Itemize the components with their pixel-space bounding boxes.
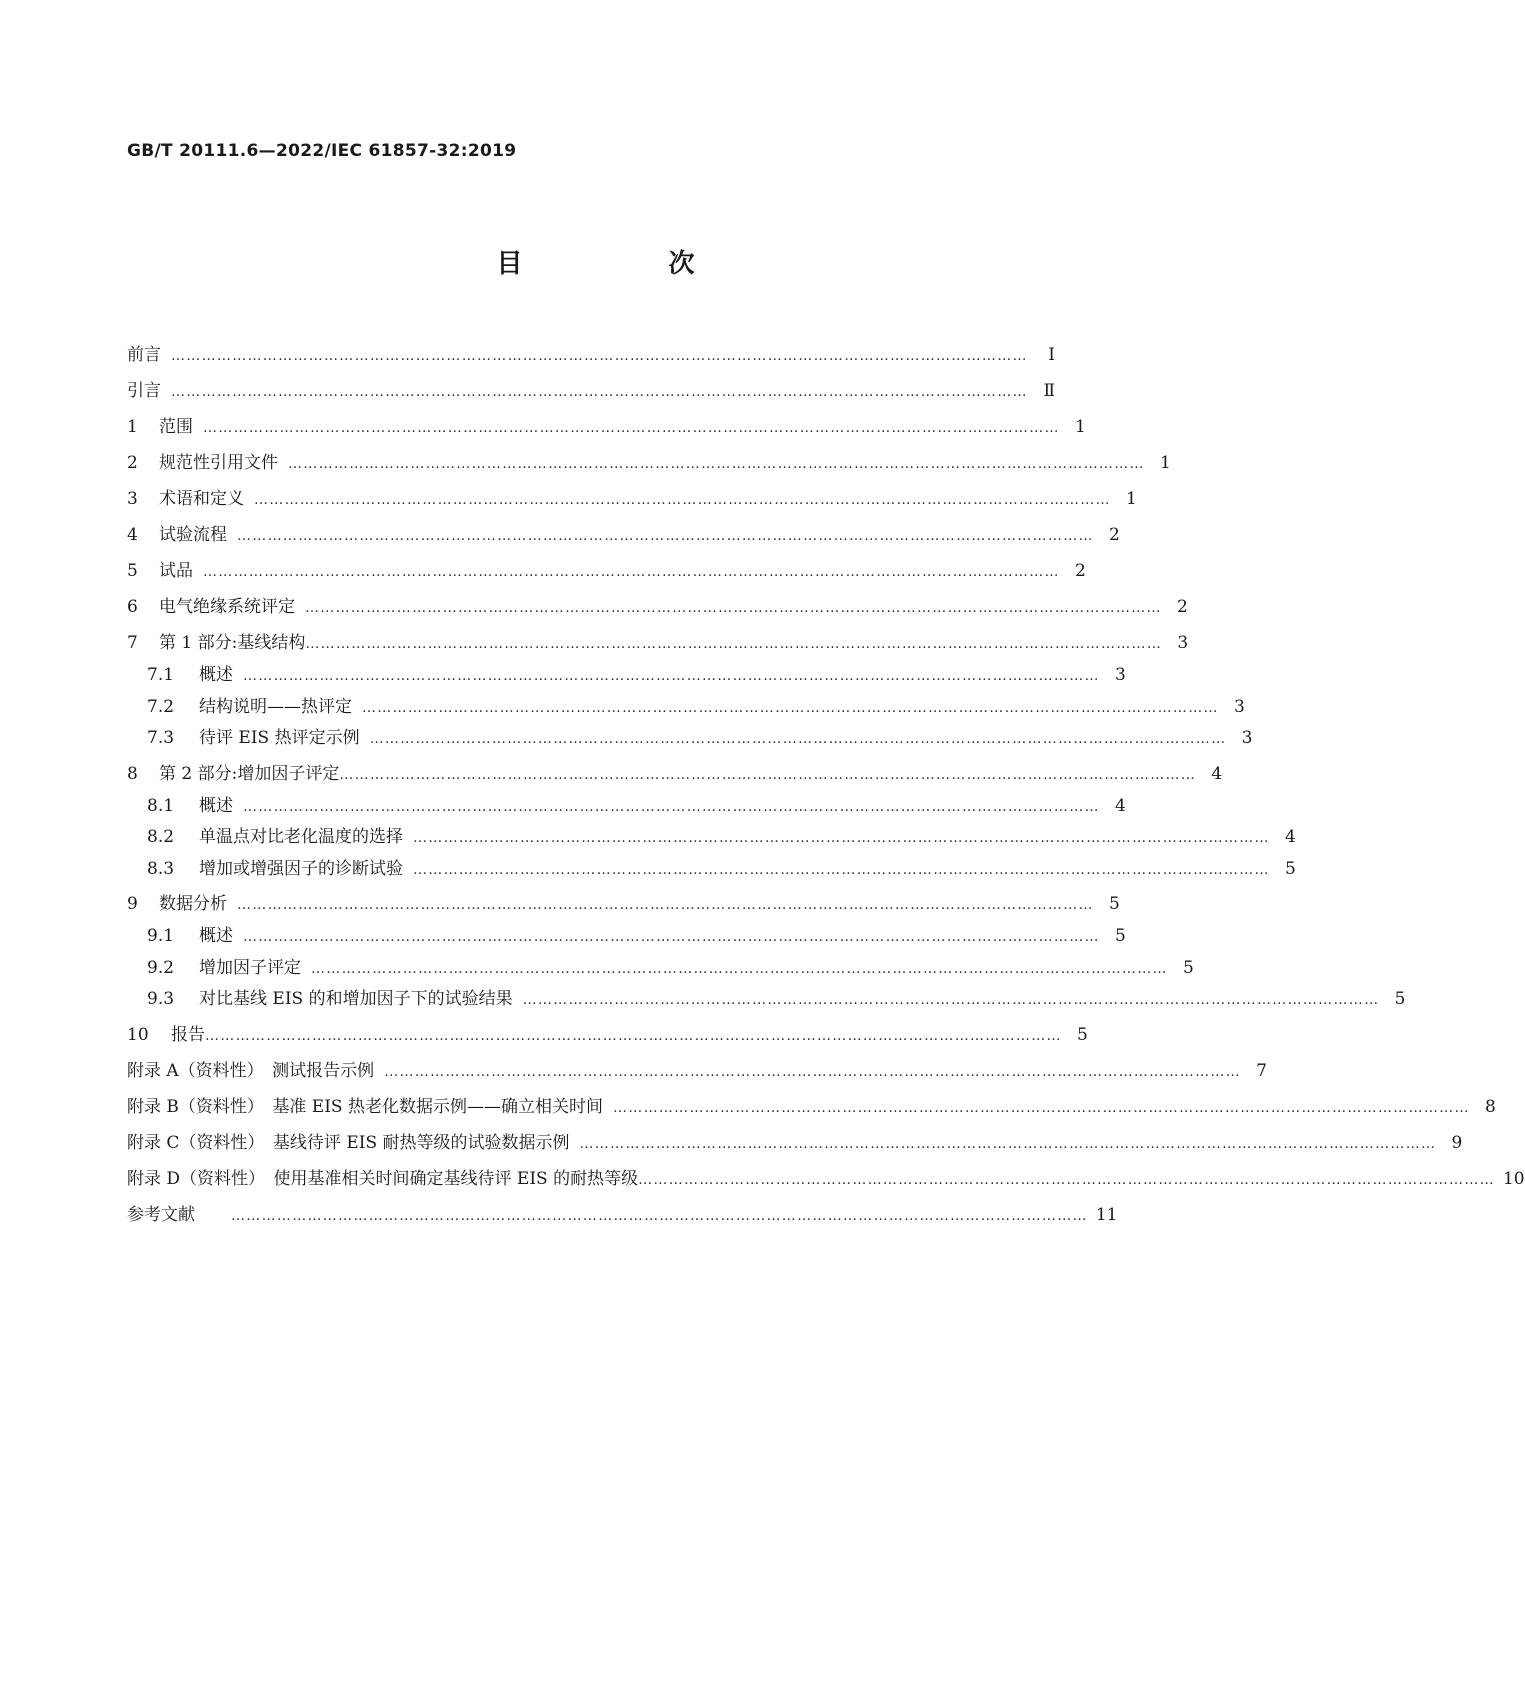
toc-entry-label: 待评 EIS 热评定示例 xyxy=(199,728,360,748)
toc-entry-number: 8.3 xyxy=(147,858,175,879)
toc-entry-number: 7 xyxy=(127,633,138,653)
toc-entry-scope[interactable] xyxy=(127,412,1086,448)
toc-entry-7-2-structure[interactable] xyxy=(127,692,1245,724)
toc-entry-label: 范围 xyxy=(159,417,193,437)
toc-entry-number: 5 xyxy=(127,561,138,581)
toc-entry-number: 2 xyxy=(127,453,138,473)
toc-entry-number: 7.1 xyxy=(147,665,175,685)
toc-leader-dots: …………………………………………………………………………………………………………………………………………………… xyxy=(362,699,1219,716)
toc-entry-page: 1 xyxy=(1125,489,1137,509)
toc-entry-page: 5 xyxy=(1076,1024,1088,1045)
toc-entry-9-3-comparison[interactable] xyxy=(127,984,1406,1016)
toc-entry-test-objects[interactable] xyxy=(127,556,1086,592)
toc-entry-number: 7.2 xyxy=(147,696,175,717)
toc-entry-page: 3 xyxy=(1114,665,1126,685)
toc-entry-report[interactable] xyxy=(127,1020,1088,1056)
toc-entry-page: 8 xyxy=(1484,1096,1496,1117)
toc-entry-label: 结构说明——热评定 xyxy=(199,696,352,717)
toc-title: 目 次 xyxy=(496,249,755,279)
toc-entry-number: 6 xyxy=(127,597,138,617)
toc-entry-page: Ⅱ xyxy=(1043,381,1055,401)
toc-entry-8-3-diagnostic[interactable] xyxy=(127,854,1296,886)
toc-entry-introduction[interactable] xyxy=(127,376,1055,412)
toc-entry-annex-b[interactable] xyxy=(127,1092,1496,1128)
table-of-contents xyxy=(127,340,1525,1236)
toc-leader-dots: …………………………………………………………………………………………………………………………………………………… xyxy=(413,830,1270,846)
toc-leader-dots: …………………………………………………………………………………………………………………………………………………… xyxy=(522,992,1380,1008)
toc-entry-number: 8.2 xyxy=(147,827,175,847)
toc-leader-dots: …………………………………………………………………………………………………………………………………………………… xyxy=(638,1171,1495,1188)
toc-leader-dots: …………………………………………………………………………………………………………………………………………………… xyxy=(254,492,1111,508)
toc-entry-eis-evaluation[interactable] xyxy=(127,592,1188,628)
toc-entry-number: 9.3 xyxy=(147,989,175,1009)
standard-number: GB/T 20111.6—2022/IEC 61857-32:2019 xyxy=(127,141,517,161)
toc-leader-dots: …………………………………………………………………………………………………………………………………………………… xyxy=(612,1099,1470,1116)
toc-entry-label: 第 1 部分:基线结构 xyxy=(159,633,306,653)
toc-leader-dots: …………………………………………………………………………………………………………………………………………………… xyxy=(171,348,1028,364)
toc-leader-dots: …………………………………………………………………………………………………………………………………………………… xyxy=(243,798,1100,815)
toc-entry-test-procedure[interactable] xyxy=(127,520,1120,556)
toc-entry-label: 引言 xyxy=(127,381,161,401)
toc-entry-page: 3 xyxy=(1233,696,1245,717)
toc-entry-page: Ⅰ xyxy=(1048,345,1055,365)
toc-entry-page: 7 xyxy=(1256,1060,1267,1081)
toc-leader-dots: …………………………………………………………………………………………………………………………………………………… xyxy=(203,564,1060,580)
toc-entry-page: 11 xyxy=(1095,1204,1118,1225)
toc-leader-dots: …………………………………………………………………………………………………………………………………………………… xyxy=(305,636,1163,652)
toc-entry-label: 增加因子评定 xyxy=(199,957,301,978)
toc-entry-label: 附录 B（资料性） 基准 EIS 热老化数据示例——确立相关时间 xyxy=(127,1096,603,1117)
toc-entry-page: 2 xyxy=(1108,525,1120,545)
toc-entry-number: 3 xyxy=(127,489,138,509)
toc-entry-number: 9.2 xyxy=(147,957,175,978)
toc-entry-number: 9 xyxy=(127,894,138,914)
toc-entry-data-analysis[interactable] xyxy=(127,889,1120,925)
toc-entry-page: 5 xyxy=(1394,989,1406,1009)
toc-entry-label: 前言 xyxy=(127,345,161,365)
toc-entry-label: 附录 C（资料性） 基线待评 EIS 耐热等级的试验数据示例 xyxy=(127,1132,570,1153)
toc-leader-dots: …………………………………………………………………………………………………………………………………………………… xyxy=(203,420,1060,436)
toc-leader-dots: …………………………………………………………………………………………………………………………………………………… xyxy=(171,384,1028,400)
toc-leader-dots: …………………………………………………………………………………………………………………………………………………… xyxy=(237,897,1094,913)
toc-leader-dots: …………………………………………………………………………………………………………………………………………………… xyxy=(243,668,1100,684)
toc-leader-dots: …………………………………………………………………………………………………………………………………………………… xyxy=(288,456,1145,472)
toc-entry-number: 4 xyxy=(127,525,138,545)
toc-leader-dots: …………………………………………………………………………………………………………………………………………………… xyxy=(231,1207,1088,1224)
toc-entry-bibliography[interactable] xyxy=(127,1200,1118,1236)
toc-entry-part1-baseline[interactable] xyxy=(127,628,1189,664)
toc-entry-page: 1 xyxy=(1159,453,1171,473)
toc-entry-7-1-general[interactable] xyxy=(127,660,1126,692)
toc-entry-page: 5 xyxy=(1114,926,1126,946)
toc-leader-dots: …………………………………………………………………………………………………………………………………………………… xyxy=(243,929,1100,945)
toc-entry-number: 7.3 xyxy=(147,728,175,748)
toc-entry-label: 试品 xyxy=(159,561,193,581)
toc-entry-page: 1 xyxy=(1074,417,1086,437)
toc-entry-page: 3 xyxy=(1177,633,1189,653)
toc-leader-dots: …………………………………………………………………………………………………………………………………………………… xyxy=(579,1135,1437,1152)
toc-entry-label: 报告 xyxy=(171,1024,205,1045)
toc-entry-label: 概述 xyxy=(199,926,233,946)
toc-entry-page: 5 xyxy=(1182,957,1194,978)
toc-entry-page: 3 xyxy=(1241,728,1253,748)
toc-entry-label: 单温点对比老化温度的选择 xyxy=(199,827,403,847)
toc-entry-label: 数据分析 xyxy=(159,894,227,914)
toc-entry-foreword[interactable] xyxy=(127,340,1055,376)
toc-entry-number: 8.1 xyxy=(147,795,175,816)
toc-entry-label: 第 2 部分:增加因子评定 xyxy=(159,763,340,784)
toc-entry-page: 9 xyxy=(1451,1132,1463,1153)
toc-entry-page: 4 xyxy=(1284,827,1296,847)
toc-leader-dots: …………………………………………………………………………………………………………………………………………………… xyxy=(369,731,1227,747)
toc-entry-label: 规范性引用文件 xyxy=(159,453,278,473)
toc-entry-annex-d[interactable] xyxy=(127,1164,1525,1200)
toc-entry-number: 1 xyxy=(127,417,138,437)
toc-entry-label: 电气绝缘系统评定 xyxy=(159,597,295,617)
toc-entry-label: 对比基线 EIS 的和增加因子下的试验结果 xyxy=(199,989,513,1009)
toc-entry-label: 参考文献 xyxy=(127,1204,195,1225)
toc-entry-label: 增加或增强因子的诊断试验 xyxy=(199,858,403,879)
toc-entry-annex-a[interactable] xyxy=(127,1056,1267,1092)
toc-entry-9-2-factor[interactable] xyxy=(127,953,1194,985)
toc-entry-label: 附录 A（资料性） 测试报告示例 xyxy=(127,1060,375,1081)
toc-leader-dots: …………………………………………………………………………………………………………………………………………………… xyxy=(339,766,1197,783)
toc-entry-normative-references[interactable] xyxy=(127,448,1171,484)
toc-entry-page: 2 xyxy=(1176,597,1188,617)
toc-leader-dots: …………………………………………………………………………………………………………………………………………………… xyxy=(413,861,1270,878)
toc-entry-9-1-general[interactable] xyxy=(127,921,1126,953)
toc-entry-terms[interactable] xyxy=(127,484,1137,520)
toc-entry-number: 9.1 xyxy=(147,926,175,946)
toc-leader-dots: …………………………………………………………………………………………………………………………………………………… xyxy=(384,1063,1241,1080)
toc-entry-label: 附录 D（资料性） 使用基准相关时间确定基线待评 EIS 的耐热等级 xyxy=(127,1168,639,1189)
toc-leader-dots: …………………………………………………………………………………………………………………………………………………… xyxy=(311,960,1168,977)
toc-entry-number: 8 xyxy=(127,763,138,784)
toc-entry-7-3-example[interactable] xyxy=(127,723,1253,755)
toc-entry-annex-c[interactable] xyxy=(127,1128,1463,1164)
toc-entry-page: 4 xyxy=(1114,795,1126,816)
toc-entry-number: 10 xyxy=(127,1024,149,1045)
toc-entry-label: 术语和定义 xyxy=(159,489,244,509)
toc-entry-label: 试验流程 xyxy=(159,525,227,545)
toc-entry-8-1-general[interactable] xyxy=(127,791,1126,823)
toc-entry-page: 10 xyxy=(1502,1168,1525,1189)
toc-leader-dots: …………………………………………………………………………………………………………………………………………………… xyxy=(237,528,1094,544)
toc-leader-dots: …………………………………………………………………………………………………………………………………………………… xyxy=(305,600,1162,616)
toc-entry-page: 2 xyxy=(1074,561,1086,581)
toc-entry-part2-factor[interactable] xyxy=(127,759,1223,795)
toc-entry-8-2-temperature[interactable] xyxy=(127,822,1296,854)
toc-entry-page: 4 xyxy=(1211,763,1223,784)
toc-entry-page: 5 xyxy=(1284,858,1296,879)
toc-entry-label: 概述 xyxy=(199,795,233,816)
toc-entry-label: 概述 xyxy=(199,665,233,685)
toc-entry-page: 5 xyxy=(1108,894,1120,914)
toc-leader-dots: …………………………………………………………………………………………………………………………………………………… xyxy=(205,1027,1062,1044)
